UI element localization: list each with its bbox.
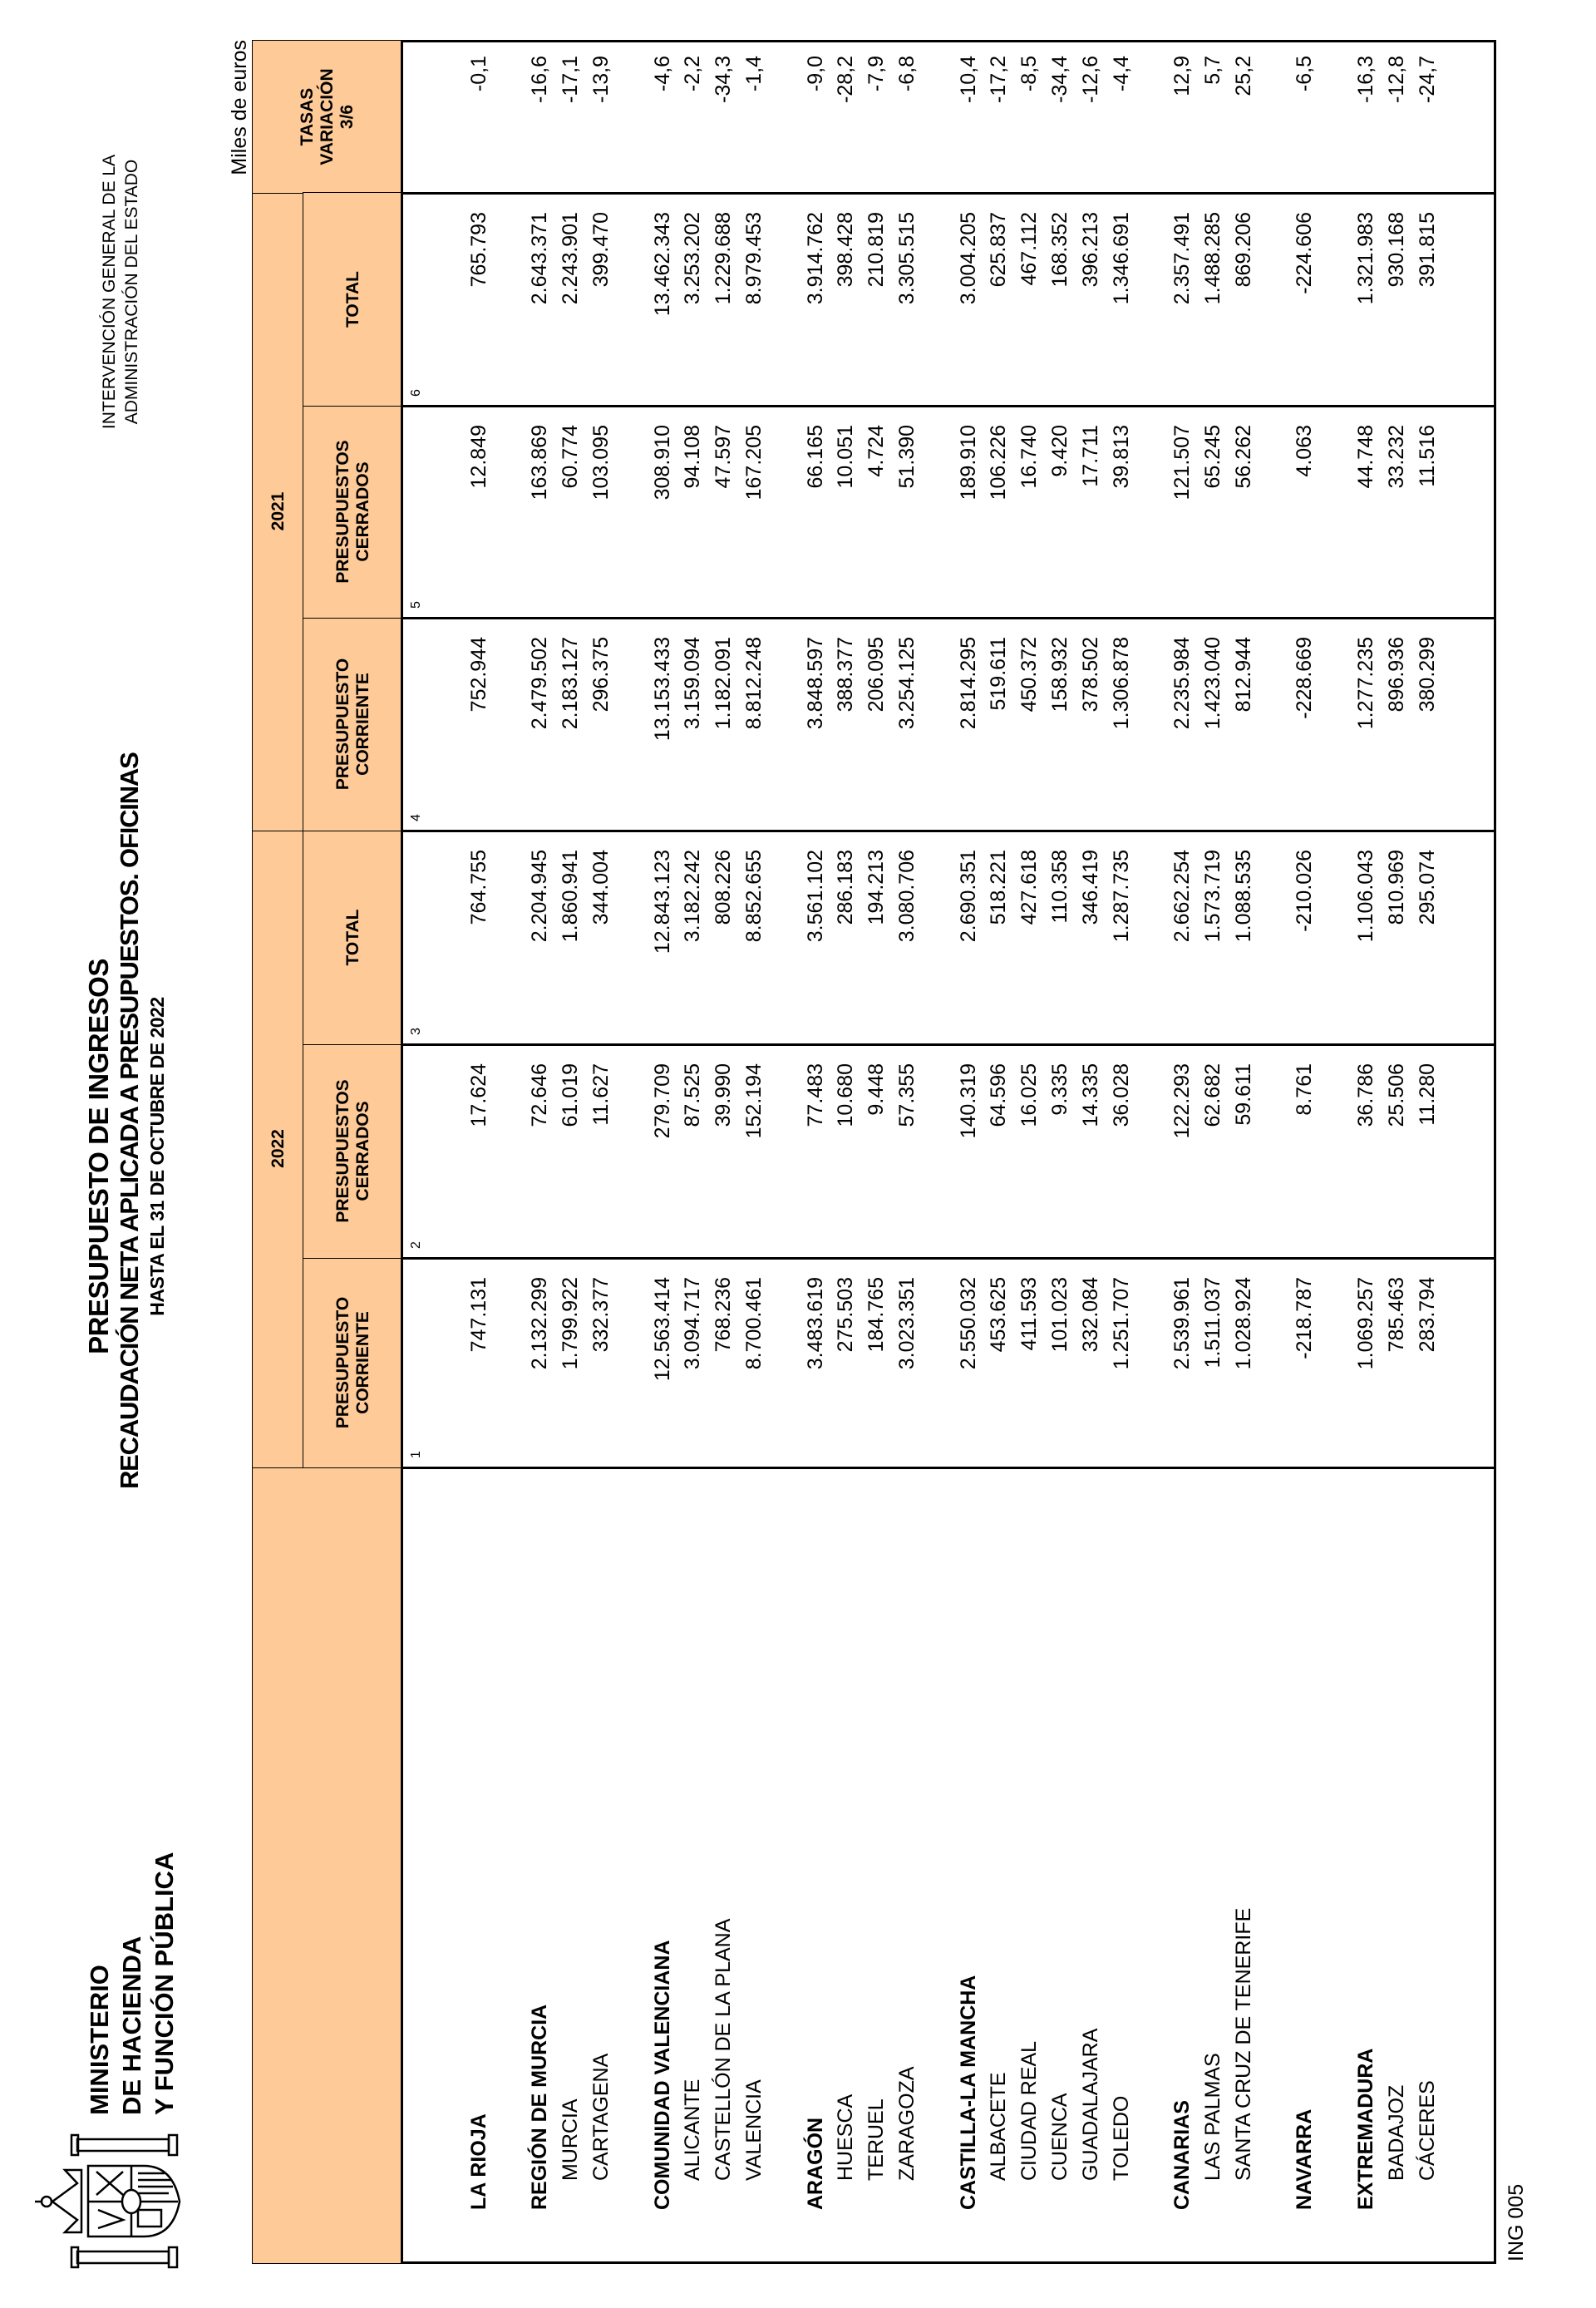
rate-cell: -4,4 — [1109, 56, 1133, 92]
amount-cell: 378.502 — [1078, 637, 1102, 713]
subheader-current-2021: PRESUPUESTO CORRIENTE — [303, 617, 403, 831]
amount-cell: 3.159.094 — [681, 637, 705, 730]
amount-cell: 8.761 — [1293, 1063, 1317, 1116]
table-row — [1198, 42, 1229, 2261]
region-label: LA RIOJA — [466, 2113, 490, 2210]
amount-cell: -224.606 — [1293, 212, 1317, 294]
table-row — [892, 42, 923, 2261]
amount-cell: 10.680 — [834, 1063, 858, 1127]
amount-cell: 64.596 — [987, 1063, 1011, 1127]
amount-cell: 33.232 — [1384, 425, 1408, 489]
amount-cell: 332.084 — [1078, 1277, 1102, 1353]
amount-cell: 764.755 — [466, 850, 490, 925]
amount-cell: 1.306.878 — [1109, 637, 1133, 730]
amount-cell: 14.335 — [1078, 1063, 1102, 1127]
amount-cell: 1.799.922 — [559, 1277, 583, 1370]
rate-cell: -4,6 — [650, 56, 674, 92]
agency-line: INTERVENCIÓN GENERAL DE LA — [100, 154, 119, 430]
table-row — [984, 42, 1015, 2261]
amount-cell: 869.206 — [1231, 212, 1255, 288]
amount-cell: 8.852.655 — [742, 850, 766, 943]
table-row — [1014, 42, 1045, 2261]
amount-cell: 2.539.961 — [1170, 1277, 1195, 1370]
table-row — [1290, 42, 1321, 2261]
amount-cell: 2.643.371 — [528, 212, 552, 305]
table-row — [831, 42, 862, 2261]
amount-cell: 158.932 — [1048, 637, 1072, 713]
region-label: NAVARRA — [1293, 2108, 1317, 2210]
amount-cell: 17.711 — [1078, 425, 1102, 487]
rate-cell: -17,2 — [987, 56, 1011, 103]
amount-cell: 206.095 — [864, 637, 889, 713]
amount-cell: 1.511.037 — [1201, 1277, 1225, 1369]
amount-cell: 1.423.040 — [1201, 637, 1225, 730]
office-label: VALENCIA — [742, 2079, 766, 2181]
amount-cell: 4.724 — [864, 425, 889, 477]
amount-cell: 399.470 — [589, 212, 613, 288]
amount-cell: 344.004 — [589, 850, 613, 925]
amount-cell: 388.377 — [834, 637, 858, 713]
amount-cell: 391.815 — [1415, 212, 1439, 288]
amount-cell: 103.095 — [589, 425, 613, 501]
rate-cell: -8,5 — [1017, 56, 1042, 92]
amount-cell: 1.251.707 — [1109, 1277, 1133, 1370]
amount-cell: 11.516 — [1415, 425, 1439, 487]
column-number: 1 — [409, 1451, 423, 1458]
amount-cell: 930.168 — [1384, 212, 1408, 288]
amount-cell: 1.088.535 — [1231, 850, 1255, 943]
amount-cell: 65.245 — [1201, 425, 1225, 489]
office-label: TOLEDO — [1109, 2095, 1133, 2181]
amount-cell: 2.690.351 — [956, 850, 980, 943]
amount-cell: 10.051 — [834, 425, 858, 489]
amount-cell: 87.525 — [681, 1063, 705, 1127]
table-row — [1106, 42, 1137, 2261]
amount-cell: 896.936 — [1384, 637, 1408, 713]
amount-cell: 3.080.706 — [895, 850, 919, 943]
column-number: 5 — [409, 601, 423, 609]
amount-cell: 3.253.202 — [681, 212, 705, 305]
rate-cell: 25,2 — [1231, 56, 1255, 96]
amount-cell: 61.019 — [559, 1063, 583, 1127]
revenue-table — [252, 40, 1496, 2264]
year-header-2021: 2021 — [252, 191, 304, 831]
amount-cell: 11.627 — [589, 1063, 613, 1126]
table-row — [1167, 42, 1198, 2261]
amount-cell: 12.849 — [466, 425, 490, 489]
subheader-total-2021: TOTAL — [303, 192, 403, 407]
amount-cell: 1.346.691 — [1109, 212, 1133, 305]
table-row — [953, 42, 984, 2261]
table-row — [1351, 42, 1382, 2261]
document-title — [83, 752, 170, 1489]
rate-cell: -7,9 — [864, 56, 889, 92]
subheader-total-2022: TOTAL — [303, 830, 403, 1045]
rate-header — [252, 40, 403, 194]
office-label: CÁCERES — [1415, 2080, 1439, 2181]
title-line-1: PRESUPUESTO DE INGRESOS — [83, 959, 114, 1354]
amount-cell: 810.969 — [1384, 850, 1408, 925]
amount-cell: 1.229.688 — [712, 212, 736, 305]
amount-cell: 152.194 — [742, 1063, 766, 1139]
amount-cell: 332.377 — [589, 1277, 613, 1353]
office-label: CIUDAD REAL — [1017, 2040, 1042, 2181]
amount-cell: 768.236 — [712, 1277, 736, 1353]
amount-cell: 72.646 — [528, 1063, 552, 1127]
amount-cell: 101.023 — [1048, 1277, 1072, 1353]
amount-cell: 12.843.123 — [650, 850, 674, 954]
amount-cell: 346.419 — [1078, 850, 1102, 925]
amount-cell: 2.662.254 — [1170, 850, 1195, 943]
amount-cell: 279.709 — [650, 1063, 674, 1139]
amount-cell: 106.226 — [987, 425, 1011, 501]
amount-cell: 2.479.502 — [528, 637, 552, 730]
amount-cell: 1.028.924 — [1231, 1277, 1255, 1370]
amount-cell: 3.305.515 — [895, 212, 919, 305]
amount-cell: -210.026 — [1293, 850, 1317, 932]
amount-cell: 3.094.717 — [681, 1277, 705, 1370]
amount-cell: 411.593 — [1017, 1277, 1042, 1351]
agency-name — [98, 138, 143, 446]
label-column-header — [252, 1466, 403, 2264]
amount-cell: 2.235.984 — [1170, 637, 1195, 730]
rate-cell: -6,5 — [1293, 56, 1317, 92]
office-label: CUENCA — [1048, 2093, 1072, 2181]
amount-cell: 765.793 — [466, 212, 490, 288]
amount-cell: 283.794 — [1415, 1277, 1439, 1353]
table-row — [708, 42, 739, 2261]
amount-cell: 3.914.762 — [803, 212, 827, 305]
rate-cell: -28,2 — [834, 56, 858, 103]
amount-cell: 3.561.102 — [803, 850, 827, 943]
amount-cell: 9.335 — [1048, 1063, 1072, 1116]
coat-of-arms-logo — [32, 2133, 185, 2270]
office-label: ALBACETE — [987, 2072, 1011, 2181]
amount-cell: 194.213 — [864, 850, 889, 925]
amount-cell: 47.597 — [712, 425, 736, 489]
rate-cell: -24,7 — [1415, 56, 1439, 103]
amount-cell: 13.462.343 — [650, 212, 674, 317]
amount-cell: 1.287.735 — [1109, 850, 1133, 943]
amount-cell: 210.819 — [864, 212, 889, 288]
rate-cell: -16,3 — [1354, 56, 1378, 103]
amount-cell: 59.611 — [1231, 1063, 1255, 1126]
amount-cell: 519.611 — [987, 637, 1011, 711]
rate-cell: -1,4 — [742, 56, 766, 92]
amount-cell: 12.563.414 — [650, 1277, 674, 1382]
table-row — [739, 42, 770, 2261]
amount-cell: 286.183 — [834, 850, 858, 925]
amount-cell: 62.682 — [1201, 1063, 1225, 1127]
amount-cell: 2.550.032 — [956, 1277, 980, 1370]
amount-cell: 1.860.941 — [559, 850, 583, 943]
subheader-closed-2022: PRESUPUESTOS CERRADOS — [303, 1043, 403, 1259]
table-row — [648, 42, 678, 2261]
amount-cell: 2.204.945 — [528, 850, 552, 943]
amount-cell: 56.262 — [1231, 425, 1255, 489]
amount-cell: 8.700.461 — [742, 1277, 766, 1370]
amount-cell: 1.488.285 — [1201, 212, 1225, 305]
office-label: CARTAGENA — [589, 2053, 613, 2181]
amount-cell: 17.624 — [466, 1063, 490, 1127]
amount-cell: 1.321.983 — [1354, 212, 1378, 305]
amount-cell: 296.375 — [589, 637, 613, 713]
rate-cell: -16,6 — [528, 56, 552, 103]
amount-cell: 16.740 — [1017, 425, 1042, 489]
amount-cell: 380.299 — [1415, 637, 1439, 713]
amount-cell: 396.213 — [1078, 212, 1102, 288]
rate-cell: -9,0 — [803, 56, 827, 92]
rate-cell: -13,9 — [589, 56, 613, 103]
table-row — [800, 42, 831, 2261]
table-row — [555, 42, 586, 2261]
rate-cell: -2,2 — [681, 56, 705, 92]
amount-cell: 2.814.295 — [956, 637, 980, 730]
office-label: TERUEL — [864, 2098, 889, 2181]
table-row — [1229, 42, 1259, 2261]
amount-cell: 808.226 — [712, 850, 736, 925]
office-label: ALICANTE — [681, 2079, 705, 2181]
amount-cell: 3.254.125 — [895, 637, 919, 730]
footer-code: ING 005 — [1505, 2183, 1528, 2261]
rate-header-line: VARIACIÓN — [318, 68, 337, 165]
region-label: COMUNIDAD VALENCIANA — [650, 1940, 674, 2210]
amount-cell: 427.618 — [1017, 850, 1042, 925]
ministry-line: MINISTERIO — [85, 1965, 114, 2115]
table-row — [525, 42, 556, 2261]
office-label: SANTA CRUZ DE TENERIFE — [1231, 1907, 1255, 2181]
amount-cell: -218.787 — [1293, 1277, 1317, 1359]
amount-cell: 2.183.127 — [559, 637, 583, 730]
agency-line: ADMINISTRACIÓN DEL ESTADO — [122, 159, 141, 425]
amount-cell: 167.205 — [742, 425, 766, 501]
amount-cell: 94.108 — [681, 425, 705, 489]
amount-cell: 467.112 — [1017, 212, 1042, 286]
office-label: BADAJOZ — [1384, 2084, 1408, 2181]
amount-cell: 4.063 — [1293, 425, 1317, 477]
amount-cell: 110.358 — [1048, 850, 1072, 924]
column-number: 3 — [409, 1028, 423, 1035]
amount-cell: 163.869 — [528, 425, 552, 501]
rate-cell: 5,7 — [1201, 56, 1225, 85]
amount-cell: 2.243.901 — [559, 212, 583, 305]
title-line-2: RECAUDACIÓN NETA APLICADA A PRESUPUESTOS. OFICINAS — [115, 752, 144, 1489]
amount-cell: 39.813 — [1109, 425, 1133, 489]
amount-cell: 36.028 — [1109, 1063, 1133, 1127]
amount-cell: 518.221 — [987, 850, 1011, 925]
rate-cell: -0,1 — [466, 56, 490, 92]
amount-cell: 36.786 — [1354, 1063, 1378, 1127]
amount-cell: 8.812.248 — [742, 637, 766, 730]
amount-cell: 3.483.619 — [803, 1277, 827, 1370]
table-row — [586, 42, 617, 2261]
title-date-line: HASTA EL 31 DE OCTUBRE DE 2022 — [146, 997, 168, 1316]
ministry-line: DE HACIENDA — [117, 1936, 146, 2115]
amount-cell: 8.979.453 — [742, 212, 766, 305]
amount-cell: 44.748 — [1354, 425, 1378, 489]
office-label: ZARAGOZA — [895, 2066, 919, 2181]
header-divider — [401, 40, 403, 2264]
rate-cell: -17,1 — [559, 56, 583, 103]
amount-cell: 453.625 — [987, 1277, 1011, 1353]
amount-cell: 168.352 — [1048, 212, 1072, 288]
amount-cell: 122.293 — [1170, 1063, 1195, 1139]
amount-cell: 747.131 — [466, 1277, 490, 1353]
region-label: EXTREMADURA — [1354, 2048, 1378, 2210]
region-label: REGIÓN DE MURCIA — [528, 2004, 552, 2210]
table-row — [1382, 42, 1412, 2261]
amount-cell: 625.837 — [987, 212, 1011, 288]
amount-cell: 3.182.242 — [681, 850, 705, 943]
region-label: CANARIAS — [1170, 2100, 1195, 2210]
amount-cell: 1.182.091 — [712, 637, 736, 730]
ministry-name — [83, 1852, 180, 2115]
office-label: CASTELLÓN DE LA PLANA — [712, 1918, 736, 2181]
amount-cell: 9.448 — [864, 1063, 889, 1116]
table-row — [1045, 42, 1076, 2261]
amount-cell: 57.355 — [895, 1063, 919, 1127]
office-label: LAS PALMAS — [1201, 2053, 1225, 2181]
amount-cell: 2.357.491 — [1170, 212, 1195, 305]
column-number: 6 — [409, 389, 423, 397]
amount-cell: 1.069.257 — [1354, 1277, 1378, 1370]
amount-cell: 66.165 — [803, 425, 827, 489]
region-label: ARAGÓN — [803, 2117, 827, 2210]
amount-cell: -228.669 — [1293, 637, 1317, 719]
office-label: MURCIA — [559, 2098, 583, 2181]
amount-cell: 1.106.043 — [1354, 850, 1378, 943]
amount-cell: 11.280 — [1415, 1063, 1439, 1126]
amount-cell: 3.023.351 — [895, 1277, 919, 1370]
amount-cell: 275.503 — [834, 1277, 858, 1353]
rate-cell: -6,8 — [895, 56, 919, 92]
subheader-closed-2021: PRESUPUESTOS CERRADOS — [303, 405, 403, 619]
table-row — [861, 42, 892, 2261]
rate-header-line: TASAS — [298, 87, 317, 146]
subheader-current-2022: PRESUPUESTO CORRIENTE — [303, 1257, 403, 1468]
amount-cell: 77.483 — [803, 1063, 827, 1127]
amount-cell: 295.074 — [1415, 850, 1439, 925]
amount-cell: 25.506 — [1384, 1063, 1408, 1127]
amount-cell: 39.990 — [712, 1063, 736, 1127]
amount-cell: 51.390 — [895, 425, 919, 489]
table-row — [678, 42, 709, 2261]
region-label: CASTILLA-LA MANCHA — [956, 1975, 980, 2210]
amount-cell: 308.910 — [650, 425, 674, 501]
office-label: HUESCA — [834, 2093, 858, 2181]
table-row — [464, 42, 495, 2261]
office-label: GUADALAJARA — [1078, 2028, 1102, 2181]
amount-cell: 1.573.719 — [1201, 850, 1225, 943]
table-row — [1076, 42, 1106, 2261]
amount-cell: 752.944 — [466, 637, 490, 713]
amount-cell: 140.319 — [956, 1063, 980, 1139]
column-number: 2 — [409, 1241, 423, 1249]
rate-cell: 12,9 — [1170, 56, 1195, 96]
amount-cell: 398.428 — [834, 212, 858, 288]
year-header-2022: 2022 — [252, 829, 304, 1468]
amount-cell: 60.774 — [559, 425, 583, 489]
amount-cell: 189.910 — [956, 425, 980, 501]
amount-cell: 3.848.597 — [803, 637, 827, 730]
rate-header-line: 3/6 — [337, 104, 357, 130]
units-label: Miles de euros — [228, 40, 251, 175]
rate-cell: -10,4 — [956, 56, 980, 103]
amount-cell: 13.153.433 — [650, 637, 674, 742]
ministry-line: Y FUNCIÓN PÚBLICA — [150, 1852, 179, 2115]
rate-cell: -12,8 — [1384, 56, 1408, 103]
amount-cell: 2.132.299 — [528, 1277, 552, 1370]
rate-cell: -34,4 — [1048, 56, 1072, 103]
amount-cell: 785.463 — [1384, 1277, 1408, 1353]
column-number: 4 — [409, 814, 423, 821]
table-row — [1412, 42, 1443, 2261]
amount-cell: 1.277.235 — [1354, 637, 1378, 730]
rate-cell: -34,3 — [712, 56, 736, 103]
amount-cell: 3.004.205 — [956, 212, 980, 305]
amount-cell: 450.372 — [1017, 637, 1042, 713]
amount-cell: 121.507 — [1170, 425, 1195, 501]
amount-cell: 16.025 — [1017, 1063, 1042, 1127]
amount-cell: 184.765 — [864, 1277, 889, 1353]
amount-cell: 9.420 — [1048, 425, 1072, 477]
rate-cell: -12,6 — [1078, 56, 1102, 103]
amount-cell: 812.944 — [1231, 637, 1255, 713]
